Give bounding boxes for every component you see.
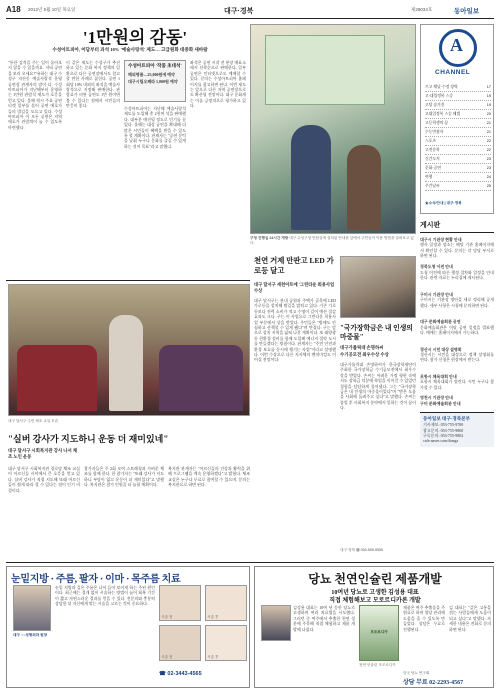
left-ad [6, 566, 250, 688]
photo-person-1 [291, 125, 331, 230]
notice-item: 구미시 기관장 안내 [420, 291, 453, 297]
exercise-photo-caption: 대구 달서구 주민 체조 교실 모습 [8, 419, 59, 423]
after-label-2: 시술 후 [207, 655, 219, 659]
notice-item: 영천시 기관장 안내 [420, 395, 453, 401]
right-ad-headline: 당뇨 천연인슐린 제품개발 [308, 572, 442, 586]
notice-item: 포항시 체육대회 안내 [420, 374, 457, 380]
channel-a-title: CHANNEL [435, 69, 471, 76]
right-quote-sub2: 수기공모전 최우수상 수상 [340, 352, 389, 357]
section-divider [6, 280, 250, 281]
left-body-col2: 참가자들은 주 2회 모여 스트레칭과 가벼운 체조를 함께 한다. 한 참가자는 "또래 강사가 지도하니 부담이 없고 운동이 더 재미있다"고 말했다. 복지관은 참가 인원을 더 늘릴 계획이다. [84, 466, 164, 488]
photo-person-center [109, 315, 143, 411]
page-header [6, 5, 494, 19]
notice-body: 경산시는 시민을 대상으로 정책 설명회를 연다. 참가 신청은 현장에서 받는다. [420, 352, 494, 363]
edition-number: 제29034호 [411, 7, 433, 12]
channel-item[interactable]: 스포츠 22 [425, 137, 491, 146]
lead-box-title: 수성아트피아 '작품 초대석' [128, 63, 182, 68]
channel-item[interactable]: 수능만점자 21 [425, 128, 491, 137]
left-ad-doctor: 대구 ○○성형외과 원장 [13, 633, 48, 637]
ceo-photo [261, 605, 291, 641]
left-body-col1: 대구 달서구 시회복지관 경로당 체조 교실이 어르신들 사이에서 큰 호응을 얻고 있다. 실버 강사가 직접 지도해 또래 어르신들이 쉽게 따라 할 수 있다는 점이 인기 비결이다. [8, 466, 80, 493]
channel-item[interactable]: 프고 채널·수정 장벽 17 [425, 83, 491, 92]
channel-item[interactable]: 고당 숨겨진 19 [425, 101, 491, 110]
mid-headline: 천연 거제 만판고 LED 가로등 달고 [254, 256, 334, 275]
channel-item[interactable]: 고전문학 22 [425, 146, 491, 155]
product-name: 모모르디카 [370, 630, 388, 634]
lead-body-col1: "통한 감격을 주는 일이 돌아오지 않을 수 있을까요. 저녁 공연을 보러 오세요?"유하는 대구 수성구 지산동 예술사랑석 운영 공연장 관계자의 말이 다. 수성아트피아가 지난해부터 운영하는 1만원 관람석 제도가 호응을 얻고 있다. 올해 역시 주요 공연 티켓 일부를 묶어 공연 애호가들의 발길을 모으고 있다. 수성아트피아 이 모든 공연은 지역 애호가 관람객이 늘 수 있도록 마련했다. [8, 60, 62, 130]
before-after-grid [159, 585, 247, 665]
lead-box-line-2: 대구시립오페라 1,000원 예약 [128, 79, 178, 85]
after-label-1: 시술 후 [207, 615, 219, 619]
photo-person-2 [347, 145, 381, 230]
notice-body: 포항시 체육대회가 열린다. 시민 누구나 참가할 수 있다. [420, 379, 494, 390]
notice-item: 경북도청 이전 안내 [420, 264, 453, 270]
lead-box [124, 60, 186, 102]
lead-photo [250, 24, 416, 234]
right-ad-phone[interactable]: 상담 무료 02-2293-4567 [403, 680, 464, 686]
section-title: 대구·경북 [224, 8, 254, 15]
contact-title: 동아일보 대구·경북본부 [423, 416, 471, 422]
doctor-photo [13, 585, 51, 631]
left-quote-headline: "실버 강사가 지도하니 운동 더 재미있네" [8, 434, 169, 444]
lead-body-col3: 수성아트피아는 지난해 예술사랑석 제도를 도입해 총 2천여 석을 판매했다. 대부분 매진될 정도로 인기를 끌었다. 올해는 대상 공연을 확대해 더 많은 시민들이 혜택을 받을 수 있도록 할 계획이다. 관계자는 "공연 문턱을 낮춰 누구나 문화를 즐길 수 있게 하는 것이 목표"라고 말했다. [124, 106, 186, 149]
lead-body-col4: 좌석은 공연 시작 전 현장 매표소에서 선착순으로 판매한다. 일부 공연은 인터넷으로도 예매할 수 있다. 문의는 수성아트피아 홈페이지를 참고하면 된다. 이번 제도는 앞으로 다른 지역 공연장으로도 확산될 전망이다. 대구 문화계는 이를 긍정적으로 평가하고 있다. [190, 60, 246, 109]
header-rule [6, 18, 494, 19]
right-ad [254, 566, 494, 688]
scholarship-photo [340, 256, 416, 318]
channel-a-letter: A [450, 35, 463, 55]
channel-item[interactable]: 문화·공연 23 [425, 164, 491, 173]
notice-item: 대구 문화예술회관 공연 [420, 319, 461, 325]
channel-a-box [420, 24, 494, 214]
product-box [359, 605, 399, 661]
contact-line: 광고문의: 053-755-9800 [423, 427, 464, 433]
contact-line[interactable]: cafe.naver.com/donga [423, 438, 459, 444]
contact-line: 구독문의: 053-755-9802 [423, 433, 464, 439]
notice-body: 행사 일정과 장소는 해당 기관 홈페이지에서 확인할 수 있다. 문의는 각 담당 부서로 하면 된다. [420, 242, 494, 259]
newspaper-logo: 동아일보 [454, 8, 480, 15]
notice-item: 대구시 기관장 현황 안내 [420, 237, 462, 242]
right-ad-sub2: 직접 체험해보고 모로르디카론 개발 [329, 598, 421, 604]
left-ad-phone[interactable]: ☎ 02-3443-4565 [159, 671, 202, 677]
channel-item[interactable]: 고등학생의 꿈 21 [425, 119, 491, 128]
lead-photo-caption: 구청 진행실 24시간 개방 대구 수성구청 민원실에 설치된 안내판 앞에서 주민들이 이용 방법을 살펴보고 있다. [250, 236, 414, 245]
page-number: A18 [6, 5, 21, 14]
lead-body-col2: 이 같은 제도는 수성구가 추진하고 있는 문화 복지 정책의 일환으로 다른 공연장에서도 참고할 만한 사례로 꼽힌다. 공연 1회당 10% 내외의 좌석을 예술사랑석으로 지정해 판매한다. 관람료가 비싼 공연도 1만 원이면 볼 수 있다는 점에서 시민들의 반응이 좋다. [66, 60, 120, 109]
before-label-2: 시술 전 [161, 655, 173, 659]
exercise-photo [8, 284, 250, 416]
left-body-col3: 복지관 관계자는 "어르신들의 건강과 활력을 위해 프로그램을 계속 운영하겠다"고 밝혔다. 체조 교실은 누구나 무료로 참여할 수 있으며, 문의는 복지관으로 하면 된다. [168, 466, 250, 488]
notice-board [420, 220, 494, 550]
right-ad-caption-1: 천연 인슐린 모모르디카 [359, 663, 396, 667]
photo-crowd-left [17, 345, 97, 411]
notice-item: 구미 문화예술회관 안내 [420, 400, 461, 406]
channel-list [425, 83, 491, 191]
right-ad-body-3: 김 대표는 "같은 고통을 겪는 사람들에게 도움이 되고 싶다"고 말했다. 자세한 내용은 전화로 문의하면 된다. [449, 605, 491, 632]
photo-crowd-right [159, 345, 243, 411]
right-ad-sub1: 10여년 당뇨로 고생한 김성용 대표 [331, 590, 419, 596]
right-ad-body-2: 제품은 여주 추출물을 주원료로 하며 혈당 관리에 도움을 줄 수 있도록 만들었다. 상담은 무료로 진행된다. [403, 605, 445, 632]
left-quote-sub: 대구 달서구 시회복지관 강사 나서 체조 노인 운동 [8, 448, 78, 459]
channel-item[interactable]: 신간도서 23 [425, 155, 491, 164]
right-ad-body-1: 김성용 대표는 10여 년 동안 당뇨로 고생하며 여러 치료법을 시도했다. 그러던 중 여주에서 추출한 천연 성분에 주목해 직접 체험하고 제품 개발에 나섰다. [293, 605, 355, 632]
channel-bottom: ★소식/안내 | 대구·경북 [425, 201, 462, 205]
mid-body: 대구 달서구는 관내 공원과 주택가 골목에 LED 가로등을 설치해 밤길을 밝히고 있다. 기존 가로등보다 전력 소비가 적고 수명이 길어 예산 절감 효과도 크다. 구는 이 사업으로 그린타운 희용사업 부문에서 상을 받았다. 주민들은 "밤에도 안심하고 산책할 수 있게 됐다"며 반겼다. 구는 앞으로 설치 지역을 넓혀 나갈 계획이다. 또 태양광 등 친환경 설비를 함께 도입해 에너지 절약 도시를 만들겠다는 방침이다. 관계자는 "주민 안전과 환경 보호를 동시에 챙기는 사업"이라고 설명했다. 이번 수상으로 다른 지자체의 벤치마킹도 이어질 전망이다. [254, 298, 336, 363]
left-ad-body: 눈밑 지방과 깊은 주름은 나이 들어 보이게 하는 주된 원인이다. 최근에는 절개 없이 시술하는 방법이 늘어 회복 기간이 짧고 자연스러운 결과를 얻을 수 있다. 전문의와 충분히 상담한 뒤 자신에게 맞는 시술을 고르는 것이 중요하다. [55, 585, 155, 607]
notice-body: 문화예술회관은 이달 공연 일정을 발표했다. 예매는 홈페이지에서 가능하다. [420, 324, 494, 336]
mid-sub: 대구 달서구 세천아트에 '그린타운 희용사업 수상 [254, 282, 335, 293]
channel-item[interactable]: 주간날씨 25 [425, 182, 491, 191]
right-ad-caption-2: 한국 당뇨 연구회 [403, 671, 430, 675]
right-quote-headline: "국가장학금은 내 인생의 마중물" [340, 325, 413, 341]
right-body: 대구가톨릭대 손명하씨가 한국장학재단이 주최한 국가장학금 수기공모전에서 최우수상을 받았다. 손씨는 어려운 가정 형편 속에서도 장학금 덕분에 학업을 이어갈 수 있었던 경험을 담담하게 풀어냈다. 그는 "국가장학금은 내 인생의 마중물이었다"며 "받은 도움을 사회에 돌려주고 싶다"고 말했다. 손씨는 졸업 후 사회복지 분야에서 일하는 것이 꿈이다. [340, 362, 416, 411]
channel-item[interactable]: 여행 24 [425, 173, 491, 182]
right-quote-sub: 대구가톨릭대 손명하씨 [340, 345, 384, 350]
before-label-1: 시술 전 [161, 615, 173, 619]
lead-box-line-1: 해외명품—25,000원에 예약 [128, 72, 175, 77]
lead-photo-caption-title: 구청 진행실 24시간 개방 [250, 236, 289, 240]
notice-contact-box [420, 412, 494, 447]
lead-kicker: 수성아트피아, 어담부터 과석 10% '예술사랑석' 제도… 고급원화 대중화 새바람 [52, 47, 208, 52]
ads-divider [6, 562, 494, 563]
notice-item: 경산시 시민 대상 설명회 [420, 346, 462, 352]
channel-item[interactable]: 고·대입정복 스승 19 [425, 92, 491, 101]
left-ad-headline: 눈밑지방 · 주름, 팔자 · 이마 · 목주름 치료 [11, 574, 181, 585]
notice-title: 게시판 [420, 220, 494, 233]
right-byline: 대구·경북 ☎ 053-555-5555 [340, 548, 384, 552]
channel-item[interactable]: 고대입정복 스승 해법 20 [425, 110, 491, 119]
notice-body: 도청 이전에 따른 행정 절차와 일정을 안내한다. 관련 자료는 누리집에 게시된다. [420, 269, 494, 281]
issue-date: 2012년 5월 10일 목요일 [28, 7, 76, 12]
lead-headline: '1만원의 감동' [82, 28, 188, 47]
contact-line: 기사제보: 053-755-9700 [423, 422, 464, 428]
photo-screen [265, 35, 385, 105]
notice-body: 구미시는 기관장 명단을 새로 정리해 공개했다. 세부 사항은 시청에 문의하면 된다. [420, 297, 494, 308]
